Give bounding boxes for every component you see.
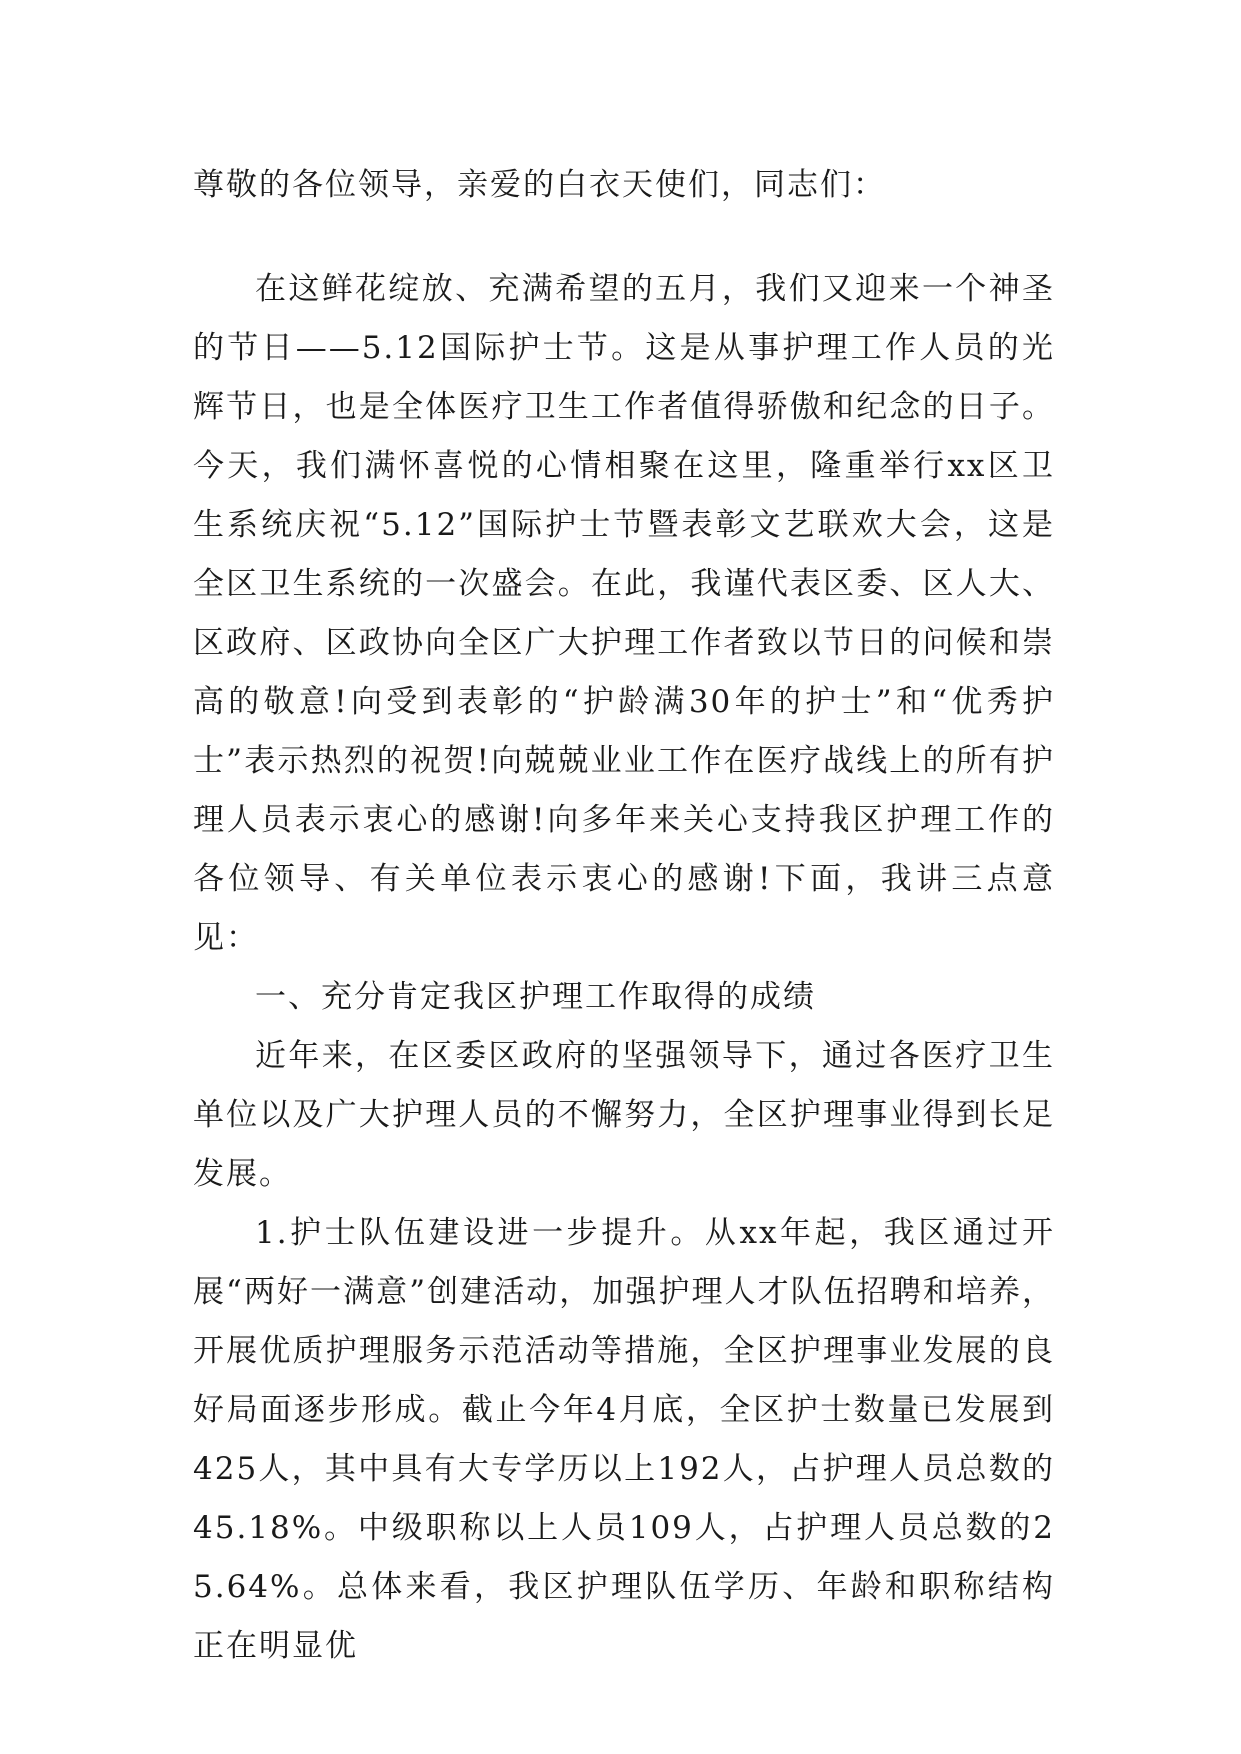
paragraph-nurse-team: 1.护士队伍建设进一步提升。从xx年起，我区通过开展“两好一满意”创建活动，加强护理人才队伍招聘和培养，开展优质护理服务示范活动等措施，全区护理事业发展的良好局面逐步形成。截止今年4月底，全区护士数量已发展到425人，其中具有大专学历以上192人，占护理人员总数的45.18%。中级职称以上人员109人，占护理人员总数的25.64%。总体来看，我区护理队伍学历、年龄和职称结构正在明显优 [193,1215,1055,1664]
section-heading-1: 一、充分肯定我区护理工作取得的成绩 [255,979,816,1015]
paragraph-opening: 在这鲜花绽放、充满希望的五月，我们又迎来一个神圣的节日——5.12国际护士节。这是从事护理工作人员的光辉节日，也是全体医疗卫生工作者值得骄傲和纪念的日子。今天，我们满怀喜悦的心情相聚在这里，隆重举行xx区卫生系统庆祝“5.12”国际护士节暨表彰文艺联欢大会，这是全区卫生系统的一次盛会。在此，我谨代表区委、区人大、区政府、区政协向全区广大护理工作者致以节日的问候和崇高的敬意!向受到表彰的“护龄满30年的护士”和“优秀护士”表示热烈的祝贺!向兢兢业业工作在医疗战线上的所有护理人员表示衷心的感谢!向多年来关心支持我区护理工作的各位领导、有关单位表示衷心的感谢!下面，我讲三点意见： [193,271,1055,956]
paragraph-achievements: 近年来，在区委区政府的坚强领导下，通过各医疗卫生单位以及广大护理人员的不懈努力，全区护理事业得到长足发展。 [193,1038,1055,1192]
salutation: 尊敬的各位领导，亲爱的白衣天使们，同志们： [193,167,886,203]
document-body [193,156,1055,1676]
